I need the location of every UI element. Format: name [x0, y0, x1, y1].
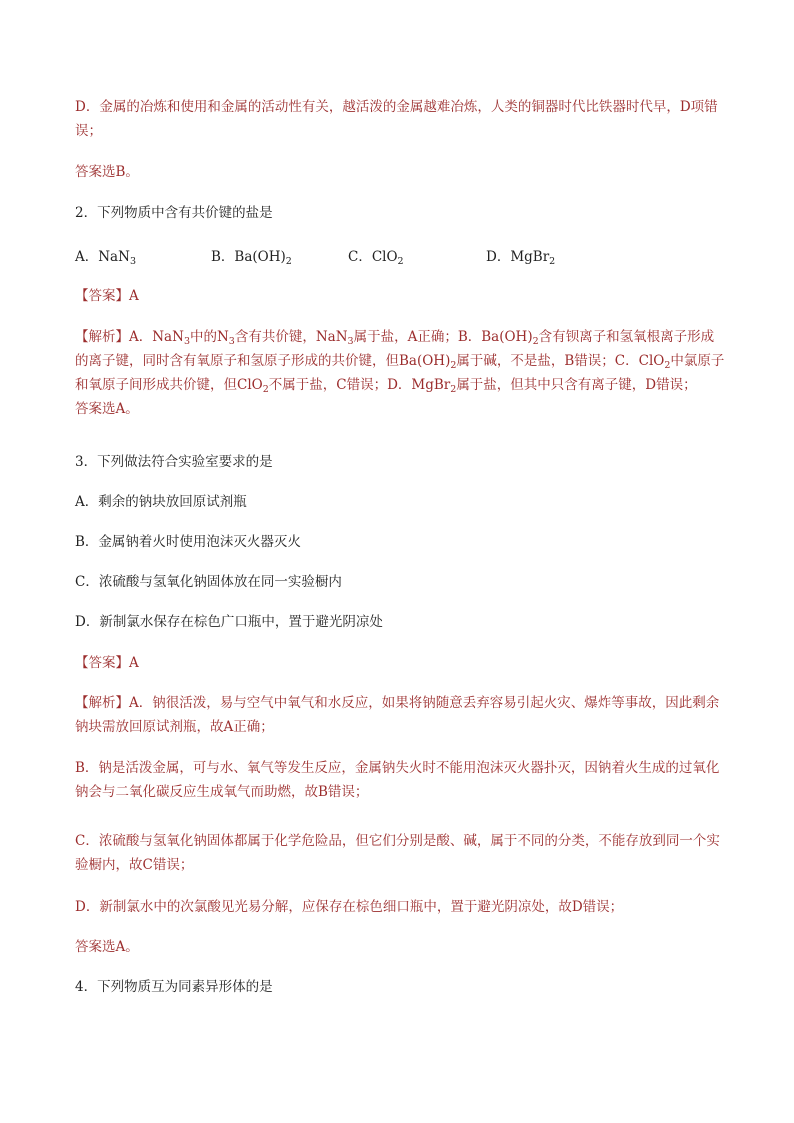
q3-option-a: A．剩余的钠块放回原试剂瓶	[75, 494, 247, 510]
q2-option-c: C．ClO$_2$	[348, 249, 404, 267]
q3-conclusion: 答案选A。	[75, 939, 139, 955]
q3-option-b: B．金属钠着火时使用泡沫灭火器灭火	[75, 534, 301, 550]
q3-analysis-c: C．浓硫酸与氢氧化钠固体都属于化学危险品，但它们分别是酸、碱，属于不同的分类，不能存放到同一个实验橱内，故C错误；	[75, 833, 720, 873]
q2-analysis: 【解析】A．NaN$_3$中的$N_3$含有共价键，NaN$_3$属于盐，A正确；B．$Ba(OH)_2$含有钡离子和氢氧根离子形成的离子键，同时含有氧原子和氢原子形成的共价键，但$Ba(OH)_2$属于碱，不是盐，B错误；C．ClO$_2$中氯原子和氧原子间形成共价键，但ClO$_2$不属于盐，C错误；D．MgBr$_2$属于盐，但其中只含有离子键，D错误； 答案选A。	[75, 329, 725, 417]
q3-answer: 【答案】A	[75, 655, 139, 671]
q2-option-b: B．$Ba(OH)_2$	[211, 249, 292, 267]
q3-option-d: D．新制氯水保存在棕色广口瓶中，置于避光阴凉处	[75, 614, 383, 630]
q3-stem: 3．下列做法符合实验室要求的是	[75, 454, 273, 470]
q3-analysis-a: 【解析】A．钠很活泼，易与空气中氧气和水反应，如果将钠随意丢弃容易引起火灾、爆炸等事故，因此剩余钠块需放回原试剂瓶，故A正确；	[75, 695, 720, 735]
q3-analysis-d: D．新制氯水中的次氯酸见光易分解，应保存在棕色细口瓶中，置于避光阴凉处，故D错误；	[75, 899, 624, 915]
q2-option-a: A．NaN$_3$	[75, 249, 136, 267]
q1-conclusion: 答案选B。	[75, 164, 139, 180]
q2-option-d: D．MgBr$_2$	[486, 249, 556, 267]
q2-options	[75, 245, 725, 265]
q4-stem: 4．下列物质互为同素异形体的是	[75, 979, 273, 995]
q2-stem: 2．下列物质中含有共价键的盐是	[75, 205, 273, 221]
q2-answer: 【答案】A	[75, 288, 139, 304]
q1-analysis-d: D．金属的冶炼和使用和金属的活动性有关，越活泼的金属越难冶炼，人类的铜器时代比铁器时代早，D项错误；	[75, 99, 718, 139]
q3-analysis-b: B．钠是活泼金属，可与水、氧气等发生反应，金属钠失火时不能用泡沫灭火器扑灭，因钠着火生成的过氧化钠会与二氧化碳反应生成氧气而助燃，故B错误；	[75, 760, 720, 800]
q3-option-c: C．浓硫酸与氢氧化钠固体放在同一实验橱内	[75, 574, 342, 590]
